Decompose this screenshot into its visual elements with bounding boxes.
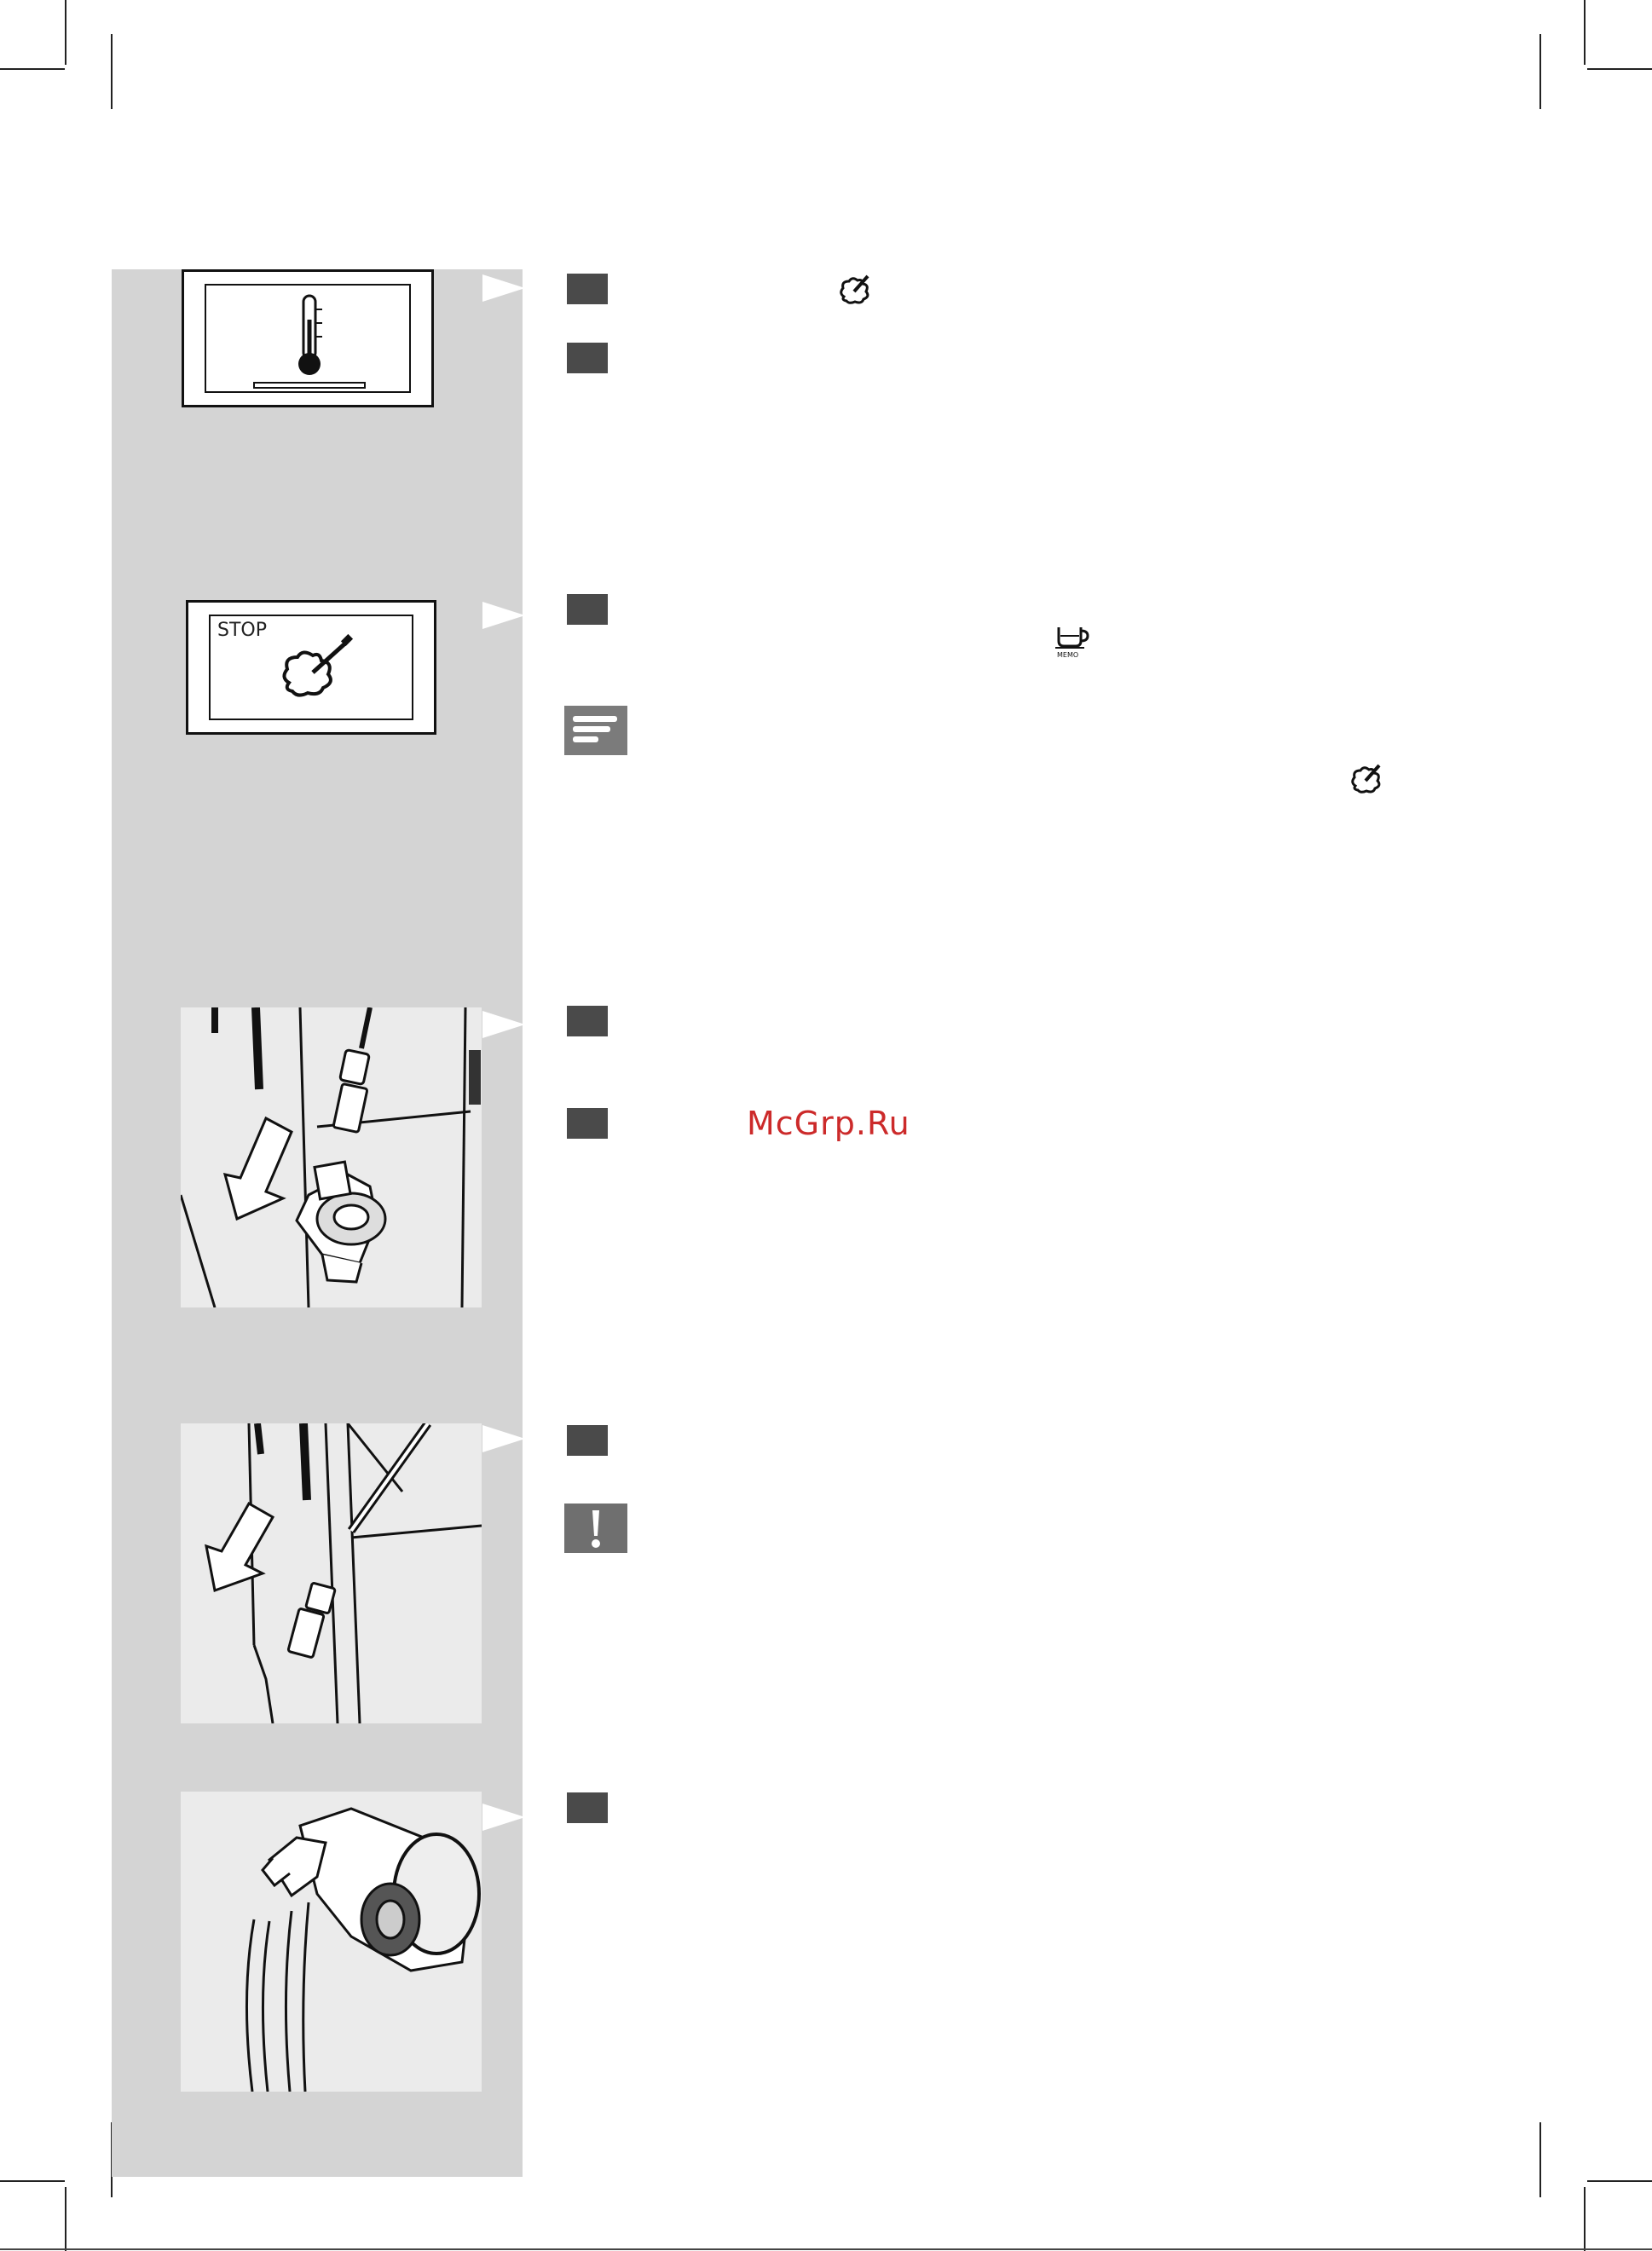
crop-mark [65, 2187, 66, 2251]
pointer-arrow [482, 1425, 525, 1452]
stop-label: STOP [217, 620, 267, 641]
step-marker [567, 594, 608, 625]
step-marker [567, 1792, 608, 1823]
step-marker [567, 343, 608, 373]
steam-icon [1349, 760, 1386, 798]
pointer-arrow [482, 602, 525, 629]
crop-mark [1587, 68, 1652, 70]
crop-mark [1584, 0, 1586, 65]
watermark: McGrp.Ru [747, 1105, 910, 1142]
step-marker [567, 1425, 608, 1456]
steam-icon [837, 271, 875, 309]
steam-nozzle-removal-illustration [181, 1423, 482, 1723]
bottom-rule [0, 2248, 1652, 2250]
pointer-arrow [482, 1011, 525, 1038]
thermometer-icon [206, 286, 416, 396]
display-panel-stop [186, 600, 436, 735]
note-icon [564, 706, 627, 755]
step-marker [567, 1006, 608, 1036]
cup-memo-caption: MEMO [1057, 651, 1079, 659]
crop-mark [65, 0, 66, 65]
pointer-arrow [482, 274, 525, 302]
crop-mark [0, 68, 65, 70]
crop-mark [1584, 2187, 1586, 2251]
steam-icon [211, 616, 420, 724]
step-marker [567, 1108, 608, 1139]
cup-memo-icon [1055, 622, 1093, 663]
crop-mark [1539, 34, 1541, 109]
crop-mark [1539, 2122, 1541, 2197]
pointer-arrow [482, 1804, 525, 1831]
warning-icon [564, 1504, 627, 1553]
display-screen [209, 615, 413, 720]
crop-mark [111, 34, 113, 109]
crop-mark [0, 2180, 65, 2182]
milk-frother-tube-illustration [181, 1792, 482, 2092]
step-marker [567, 274, 608, 304]
display-screen [205, 284, 411, 393]
crop-mark [1587, 2180, 1652, 2182]
steam-wand-removal-illustration [181, 1007, 482, 1307]
display-panel-heating [182, 269, 434, 407]
